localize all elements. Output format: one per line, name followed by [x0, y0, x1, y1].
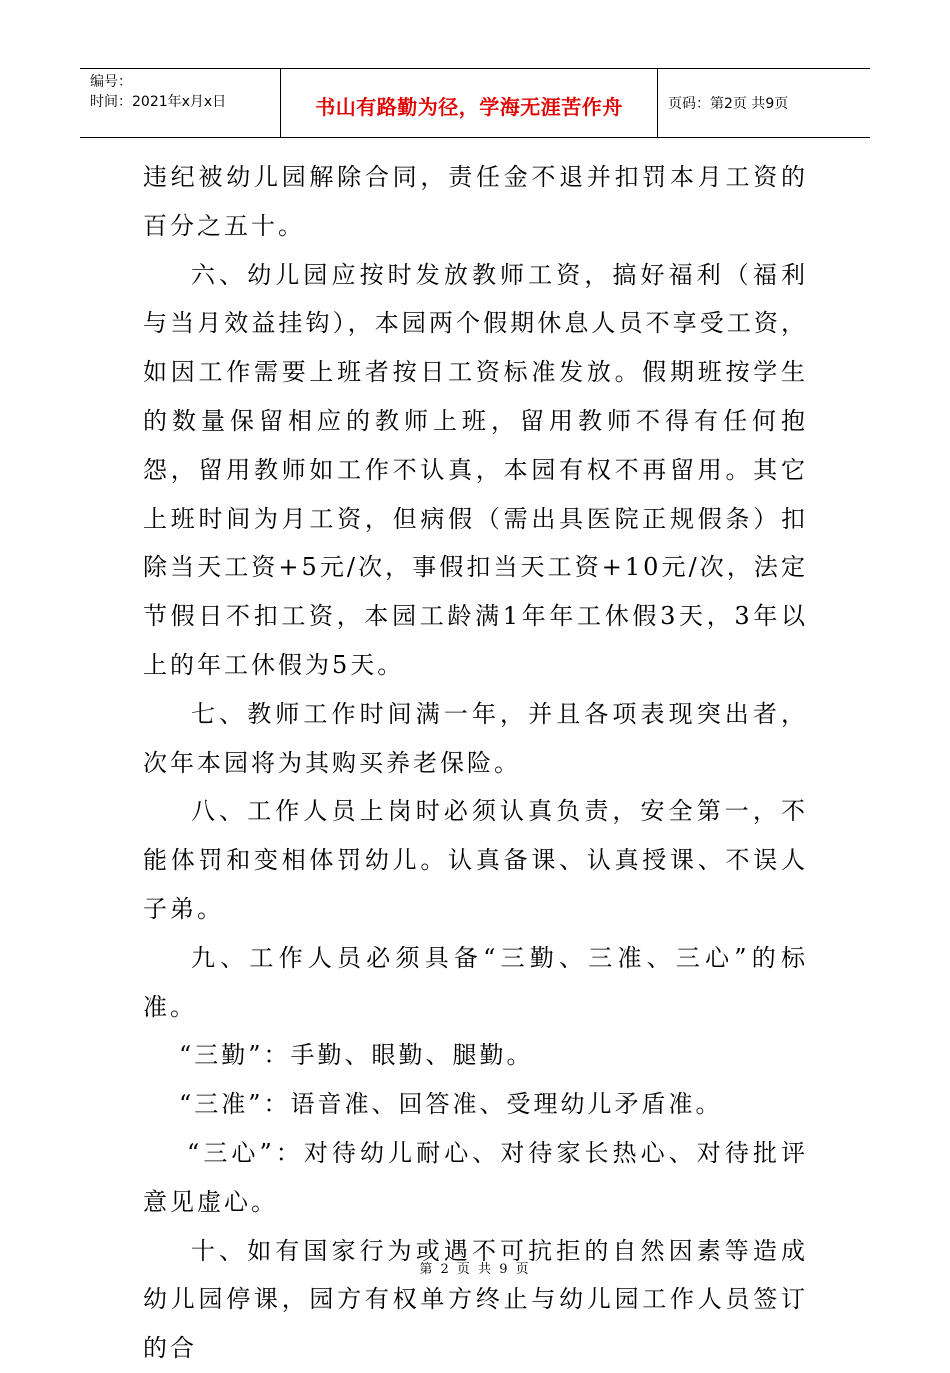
document-time-label: 时间：2021年x月x日	[90, 94, 227, 110]
paragraph-three-heart: “三心”：对待幼儿耐心、对待家长热心、对待批评意见虚心。	[143, 1138, 808, 1216]
paragraph-clause-7: 七、教师工作时间满一年，并且各项表现突出者，次年本园将为其购买养老保险。	[143, 699, 808, 777]
paragraph-clause-9: 九、工作人员必须具备“三勤、三准、三心”的标准。	[143, 943, 808, 1021]
paragraph-clause-8: 八、工作人员上岗时必须认真负责，安全第一，不能体罚和变相体罚幼儿。认真备课、认真授课、不误人子弟。	[143, 797, 808, 923]
page-footer-number: 第 2 页 共 9 页	[419, 1262, 531, 1277]
header-meta-cell	[80, 69, 281, 137]
paragraph-three-accuracy: “三准”：语音准、回答准、受理幼儿矛盾准。	[179, 1090, 723, 1119]
paragraph-three-diligence: “三勤”：手勤、眼勤、腿勤。	[179, 1041, 534, 1070]
document-body	[143, 153, 808, 1373]
page-header	[80, 68, 870, 138]
paragraph-clause-10: 十、如有国家行为或遇不可抗拒的自然因素等造成幼儿园停课，园方有权单方终止与幼儿园工作人员签订的合	[143, 1236, 808, 1363]
header-page-info: 页码：第2页 共9页	[668, 96, 789, 112]
paragraph-continued: 违纪被幼儿园解除合同，责任金不退并扣罚本月工资的百分之五十。	[143, 163, 808, 240]
document-number-label: 编号：	[90, 74, 132, 90]
header-motto: 书山有路勤为径，学海无涯苦作舟	[315, 95, 623, 119]
header-page-cell	[658, 69, 870, 137]
header-motto-cell	[281, 69, 658, 137]
paragraph-clause-6: 六、幼儿园应按时发放教师工资，搞好福利（福利与当月效益挂钩），本园两个假期休息人员不享受工资，如因工作需要上班者按日工资标准发放。假期班按学生的数量保留相应的教师上班，留用教师不得有任何抱怨，留用教师如工作不认真，本园有权不再留用。其它上班时间为月工资，但病假（需出具医院正规假条）扣除当天工资+5元/次，事假扣当天工资+10元/次，法定节假日不扣工资，本园工龄满1年年工休假3天，3年以上的年工休假为5天。	[143, 260, 808, 679]
